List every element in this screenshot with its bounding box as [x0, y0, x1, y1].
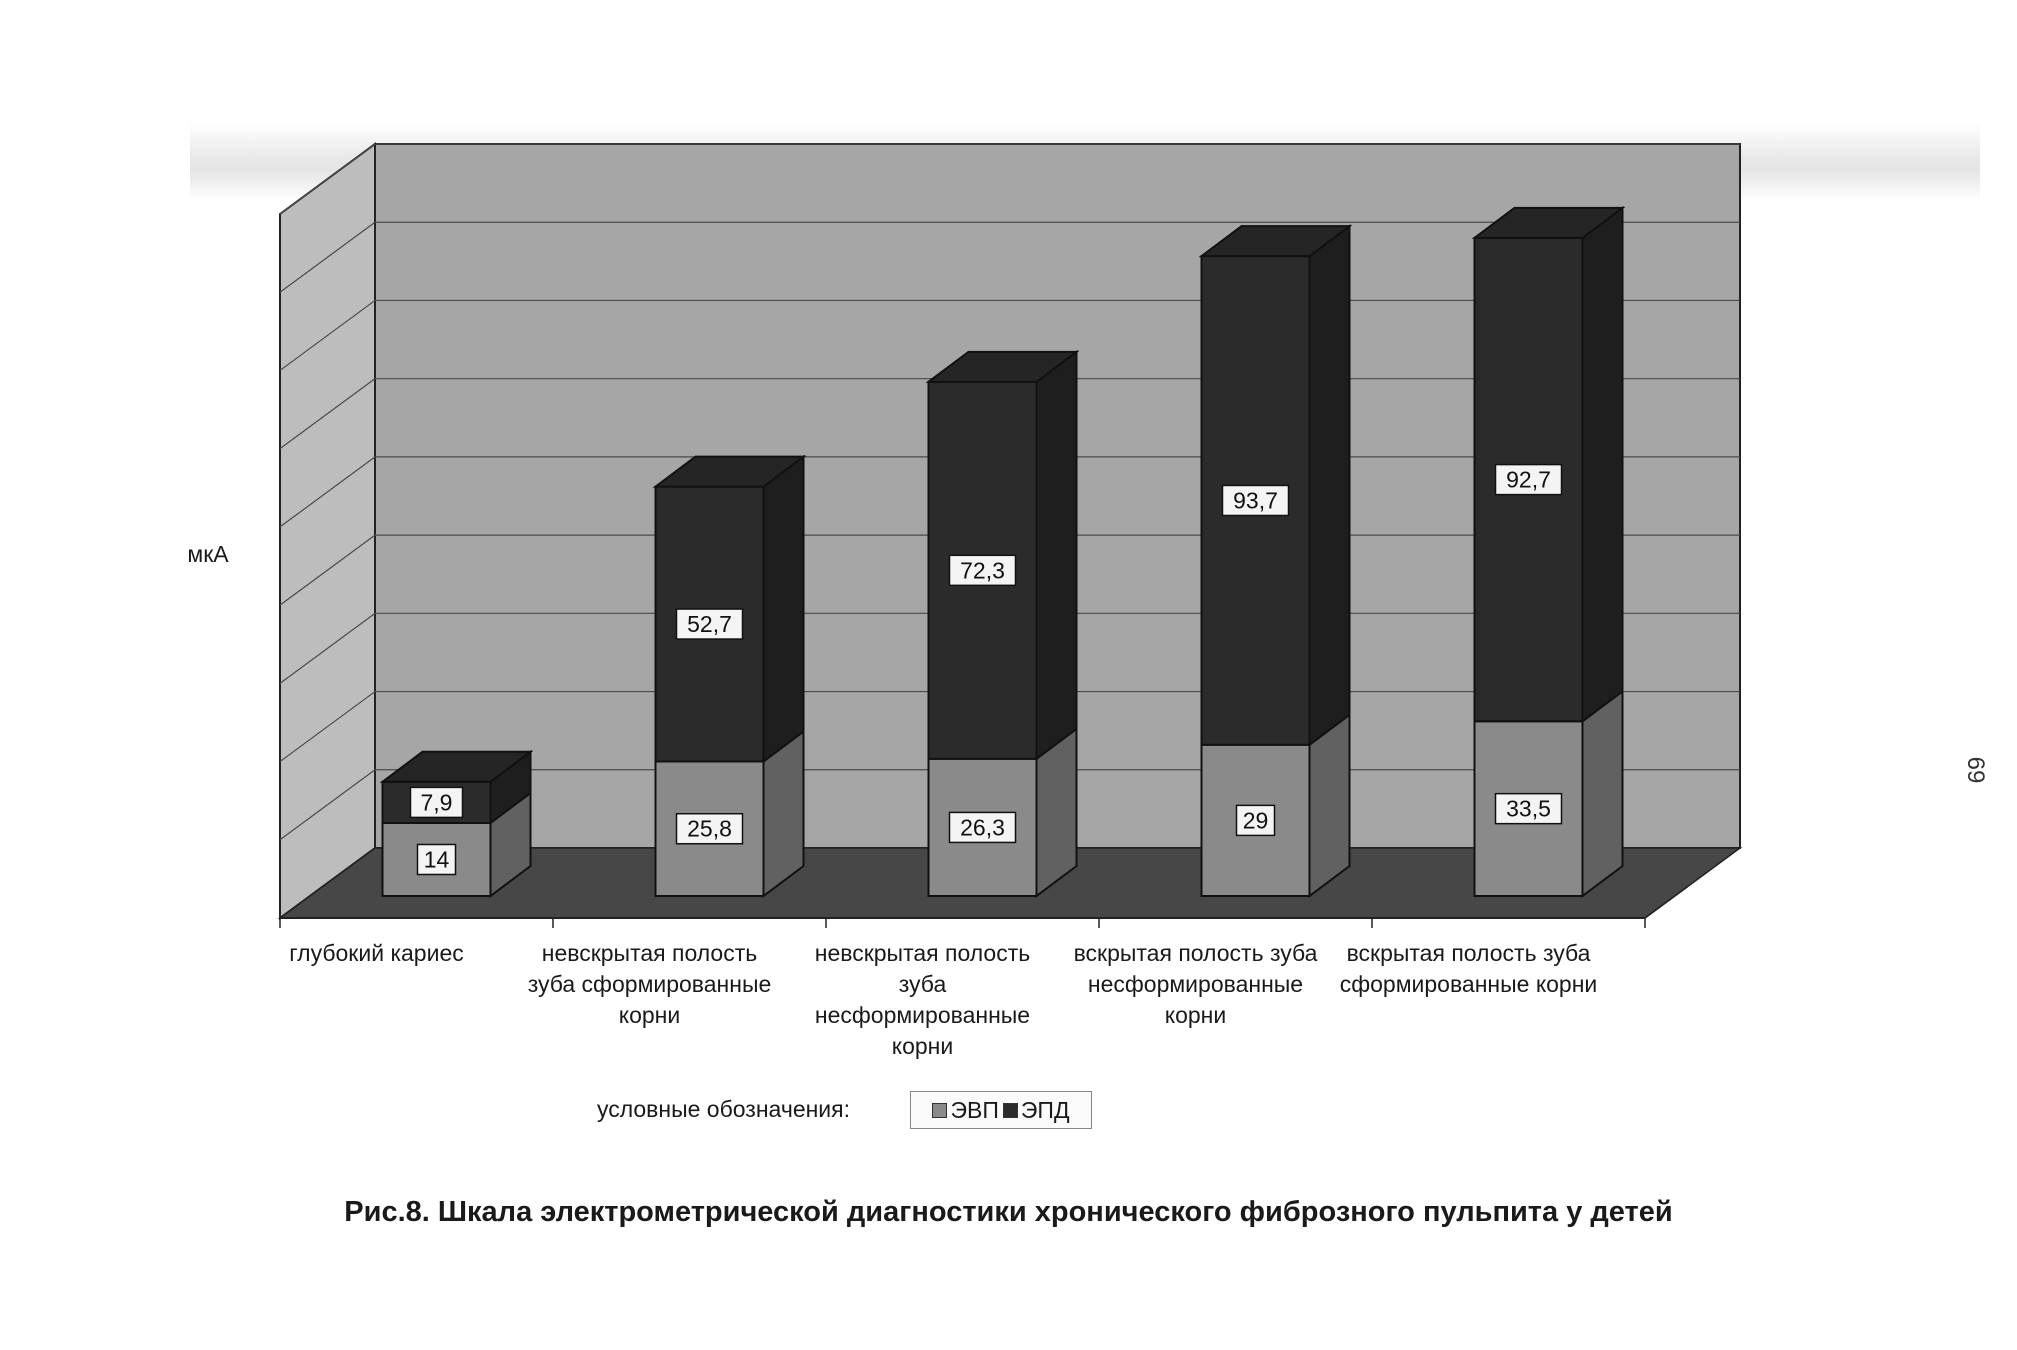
data-label-эвп-4 — [1496, 794, 1562, 824]
data-label-эпд-1 — [677, 609, 743, 639]
data-label-text: 29 — [1242, 807, 1269, 834]
data-label-эвп-0 — [418, 844, 456, 874]
category-label-line: несформированные — [814, 1002, 1031, 1028]
legend-label-epd: ЭПД — [1020, 1096, 1070, 1123]
legend-swatch-evp — [932, 1103, 947, 1118]
category-label-line: зуба сформированные — [527, 971, 772, 997]
data-label-text: 93,7 — [1233, 487, 1278, 514]
category-label-line: невскрытая полость — [814, 940, 1031, 966]
legend-caption: условные обозначения: — [596, 1096, 850, 1122]
side-wall — [280, 144, 375, 918]
data-label-text: 33,5 — [1506, 795, 1551, 822]
data-label-эпд-0 — [411, 787, 463, 817]
data-label-эвп-2 — [950, 812, 1016, 842]
figure-caption: Рис.8. Шкала электрометрической диагностики хронического фиброзного пульпита у детей — [344, 1196, 1673, 1228]
bar-эвп-4-side — [1583, 691, 1623, 896]
bar-эвп-3-side — [1310, 715, 1350, 896]
legend-label-evp: ЭВП — [950, 1096, 999, 1123]
data-label-эпд-2 — [950, 555, 1016, 585]
category-label-line: глубокий кариес — [289, 940, 464, 966]
legend-item-evp — [932, 1097, 998, 1124]
category-label-2 — [783, 938, 1063, 1062]
bar-эпд-3-side — [1310, 226, 1350, 745]
data-label-эпд-4 — [1496, 465, 1562, 495]
category-label-3 — [1056, 938, 1336, 1031]
bar-эпд-2-side — [1037, 352, 1077, 759]
data-label-text: 72,3 — [960, 557, 1005, 584]
category-label-1 — [510, 938, 790, 1031]
data-label-эпд-3 — [1223, 485, 1289, 515]
category-label-line: вскрытая полость зуба — [1346, 940, 1591, 966]
category-label-line: корни — [618, 1002, 681, 1028]
data-label-text: 26,3 — [960, 814, 1005, 841]
legend — [910, 1091, 1092, 1129]
category-label-line: зуба — [898, 971, 947, 997]
page-number: 69 — [1962, 756, 1989, 784]
data-label-text: 7,9 — [420, 789, 453, 816]
bar-эпд-1-side — [764, 457, 804, 762]
data-label-text: 52,7 — [687, 611, 732, 638]
bar-эпд-4-side — [1583, 208, 1623, 721]
category-label-line: сформированные корни — [1339, 971, 1598, 997]
category-label-line: корни — [891, 1033, 954, 1059]
legend-item-epd — [1003, 1097, 1070, 1124]
category-label-line: несформированные — [1087, 971, 1304, 997]
category-label-0 — [237, 938, 517, 969]
data-label-text: 92,7 — [1506, 466, 1551, 493]
category-label-line: вскрытая полость зуба — [1073, 940, 1318, 966]
category-label-line: невскрытая полость — [541, 940, 758, 966]
legend-swatch-epd — [1003, 1103, 1018, 1118]
data-label-text: 14 — [423, 846, 450, 873]
data-label-эвп-1 — [677, 814, 743, 844]
category-label-4 — [1329, 938, 1609, 1000]
data-label-эвп-3 — [1237, 805, 1275, 835]
category-label-line: корни — [1164, 1002, 1227, 1028]
data-label-text: 25,8 — [687, 815, 732, 842]
y-axis-label: мкА — [187, 541, 229, 567]
